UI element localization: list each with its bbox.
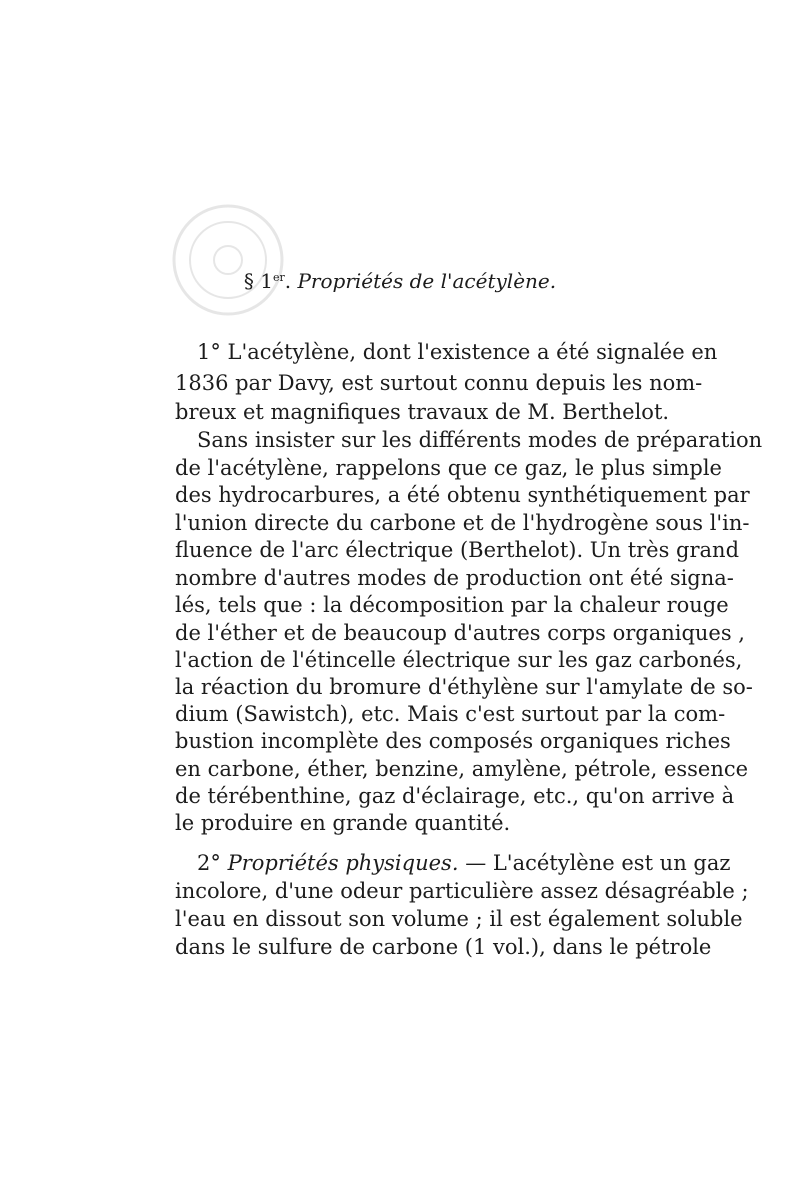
section-symbol: § (243, 269, 254, 293)
text-line: l'action de l'étincelle électrique sur les gaz carbonés, (175, 648, 743, 672)
text-line: incolore, d'une odeur particulière assez désagréable ; (175, 879, 749, 903)
text-line: dium (Sawistch), etc. Mais c'est surtout par la com- (175, 702, 726, 726)
text-line: Sans insister sur les différents modes de préparation (197, 428, 763, 452)
text-line: dans le sulfure de carbone (1 vol.), dans le pétrole (175, 935, 712, 959)
text-line: de térébenthine, gaz d'éclairage, etc., qu'on arrive à (175, 784, 735, 808)
text-line: bustion incomplète des composés organiques riches (175, 729, 731, 753)
text-line: fluence de l'arc électrique (Berthelot). Un très grand (175, 538, 740, 562)
paragraph-number: 2° (197, 851, 221, 875)
paragraph-lead-text: — L'acétylène est un gaz (465, 851, 731, 875)
section-heading: § 1er. Propriétés de l'acétylène. (243, 269, 557, 293)
text-line: nombre d'autres modes de production ont été signa- (175, 566, 734, 590)
text-line: de l'acétylène, rappelons que ce gaz, le plus simple (175, 456, 722, 480)
text-line: la réaction du bromure d'éthylène sur l'amylate de so- (175, 675, 753, 699)
section-number: 1 (260, 269, 273, 293)
section-title: Propriétés de l'acétylène. (297, 269, 557, 293)
text-line: 1° L'acétylène, dont l'existence a été signalée en (197, 340, 718, 364)
paragraph-title: Propriétés physiques. (227, 851, 459, 875)
text-line: lés, tels que : la décomposition par la chaleur rouge (175, 593, 729, 617)
text-line: le produire en grande quantité. (175, 811, 511, 835)
text-line: breux et magnifiques travaux de M. Berthelot. (175, 400, 670, 424)
section-number-superscript: er (272, 271, 285, 284)
text-line: de l'éther et de beaucoup d'autres corps organiques , (175, 621, 745, 645)
text-line: des hydrocarbures, a été obtenu synthétiquement par (175, 483, 750, 507)
text-line: en carbone, éther, benzine, amylène, pétrole, essence (175, 757, 749, 781)
text-line: l'eau en dissout son volume ; il est également soluble (175, 907, 743, 931)
text-line: l'union directe du carbone et de l'hydrogène sous l'in- (175, 511, 750, 535)
library-stamp (168, 200, 288, 320)
text-line: 1836 par Davy, est surtout connu depuis les nom- (175, 371, 703, 395)
